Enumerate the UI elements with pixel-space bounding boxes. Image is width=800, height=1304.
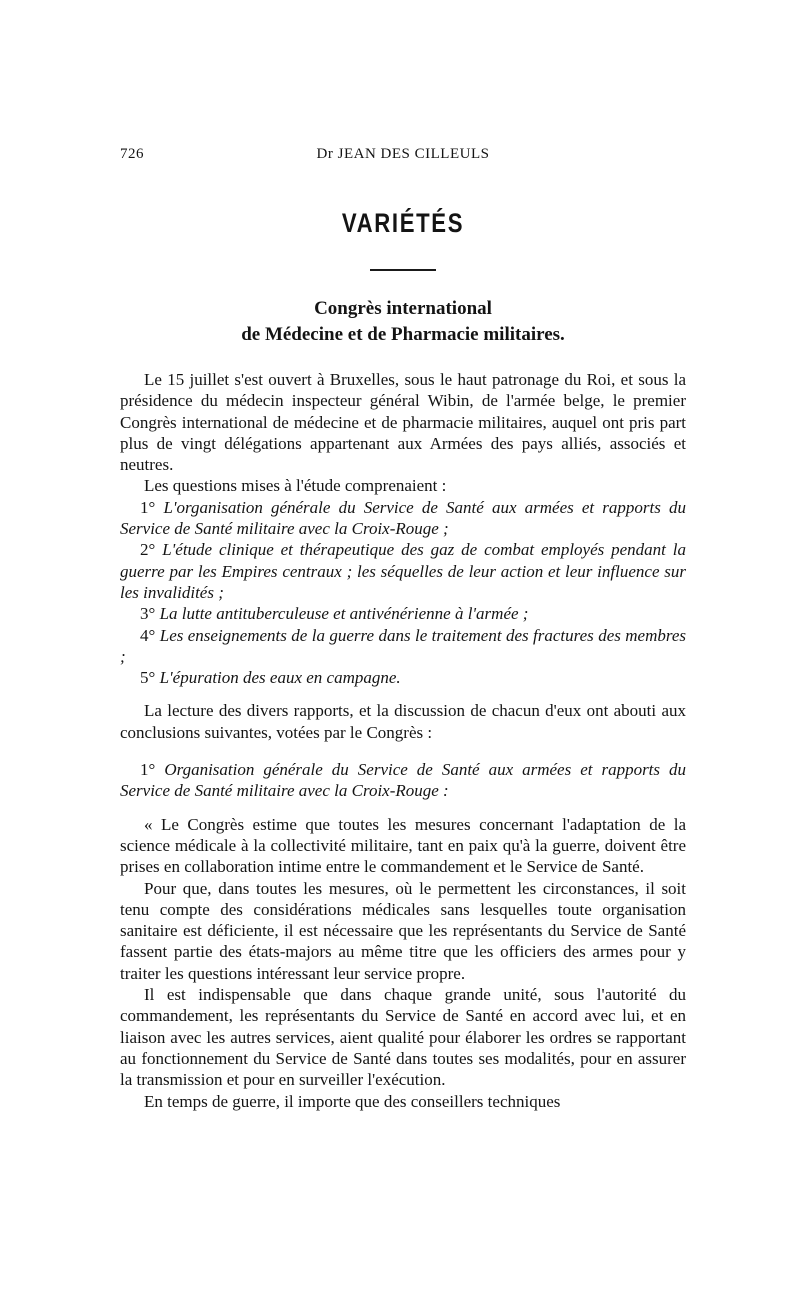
- intro-paragraph: Le 15 juillet s'est ouvert à Bruxelles, sous le haut patronage du Roi, et sous la présidence du médecin inspecteur général Wibin, de l'armée belge, le premier Congrès international de médecine et de pharmacie militaires, auquel ont pris part plus de vingt délégations appartenant aux Armées des pays alliés, associés et neutres.: [120, 370, 686, 475]
- question-number: 3°: [140, 604, 156, 624]
- running-head: [120, 146, 686, 168]
- question-item: [120, 625, 686, 668]
- conclusion-paragraph: En temps de guerre, il importe que des conseillers techniques: [144, 1091, 561, 1111]
- question-item: [120, 603, 686, 624]
- question-text: L'épuration des eaux en campagne.: [159, 668, 401, 688]
- question-item: [120, 667, 686, 688]
- conclusion-heading: [120, 759, 686, 802]
- article-title-line-1: Congrès international: [314, 298, 492, 319]
- question-number: 5°: [140, 668, 156, 688]
- conclusion-paragraph: « Le Congrès estime que toutes les mesures concernant l'adaptation de la science médicale à la collectivité militaire, tant en paix qu'à la guerre, doivent être prises en collaboration intime entre le commandement et le Service de Santé.: [120, 814, 686, 877]
- title-rule: [370, 269, 436, 271]
- conclusion-heading-text: Organisation générale du Service de Santé aux armées et rapports du Service de Santé militaire avec la Croix-Rouge :: [120, 760, 687, 801]
- question-text: La lutte antituberculeuse et antivénérienne à l'armée ;: [159, 604, 529, 624]
- question-item: [120, 497, 686, 540]
- question-number: 1°: [140, 497, 156, 517]
- question-text: Les enseignements de la guerre dans le traitement des fractures des membres ;: [120, 625, 687, 666]
- running-title: Dr JEAN DES CILLEULS: [316, 146, 490, 162]
- spacer: [120, 802, 686, 814]
- conclusion-paragraph: Pour que, dans toutes les mesures, où le permettent les circonstances, il soit tenu compte des considérations médicales sans lesquelles toute organisation sanitaire est déficiente, il est nécessaire que les représentants du Service de Santé fassent partie des états-majors au même titre que les officiers des armes pour y traiter les questions intéressant leur service propre.: [120, 878, 686, 983]
- question-item: [120, 539, 686, 603]
- spacer: [120, 688, 686, 700]
- question-text: L'étude clinique et thérapeutique des gaz de combat employés pendant la guerre par les Empires centraux ; les séquelles de leur action et leur influence sur les invalidités ;: [120, 540, 687, 602]
- page-number: 726: [120, 146, 144, 162]
- spacer: [120, 743, 686, 759]
- section-title: VARIÉTÉS: [341, 208, 465, 238]
- article-title-line-2: de Médecine et de Pharmacie militaires.: [241, 324, 565, 345]
- question-text: L'organisation générale du Service de Santé aux armées et rapports du Service de Santé militaire avec la Croix-Rouge ;: [120, 497, 686, 539]
- conclusion-number: 1°: [140, 760, 156, 780]
- question-number: 2°: [140, 540, 156, 560]
- questions-lead: Les questions mises à l'étude comprenaient :: [144, 476, 447, 496]
- article-body: [120, 369, 686, 1112]
- question-number: 4°: [140, 625, 156, 645]
- article-title: [120, 296, 686, 348]
- lecture-paragraph: La lecture des divers rapports, et la discussion de chacun d'eux ont abouti aux conclusions suivantes, votées par le Congrès :: [120, 701, 686, 742]
- conclusion-paragraph: Il est indispensable que dans chaque grande unité, sous l'autorité du commandement, les représentants du Service de Santé en accord avec lui, et en liaison avec les autres services, aient qualité pour élaborer les ordres se rapportant au fonctionnement du Service de Santé dans toutes ses modalités, pour en assurer la transmission et pour en surveiller l'exécution.: [120, 985, 686, 1090]
